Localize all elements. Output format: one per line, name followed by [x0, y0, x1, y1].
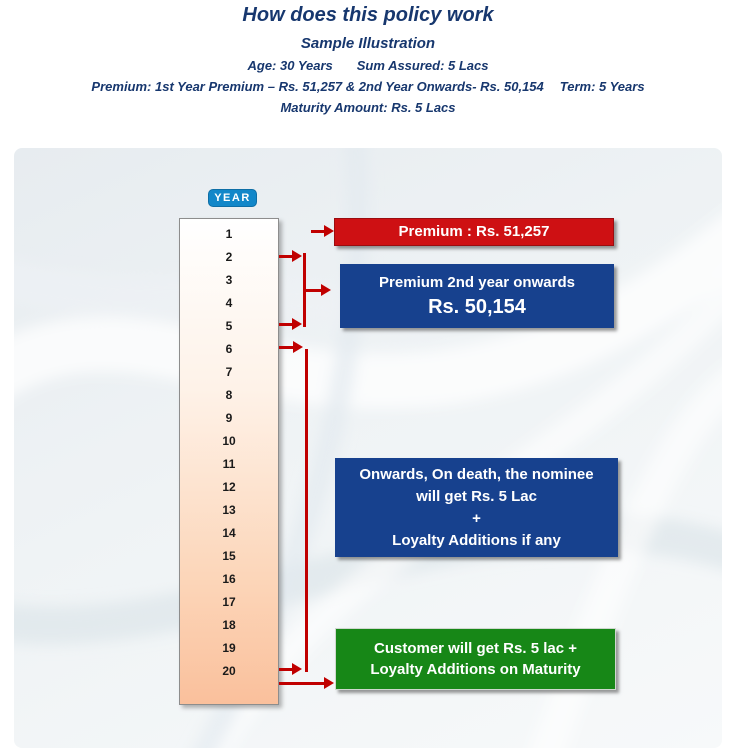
year-cell: 10	[222, 433, 236, 448]
arrow-year20-icon	[279, 663, 302, 675]
year-cell: 4	[225, 295, 233, 310]
subtitle: Sample Illustration	[300, 35, 436, 52]
year-badge: YEAR	[208, 189, 257, 207]
arrow-to-premium-onwards-icon	[306, 284, 331, 296]
year-cell: 11	[222, 456, 236, 471]
maturity-line1: Customer will get Rs. 5 lac +	[374, 640, 577, 657]
arrow-year5-icon	[279, 318, 302, 330]
year-cell: 6	[225, 341, 233, 356]
year-cell: 19	[222, 640, 236, 655]
bracket-line-years6-20	[305, 349, 308, 672]
info-line-1	[0, 58, 736, 74]
premium-first-year-box	[334, 218, 614, 246]
year-cell: 13	[222, 502, 236, 517]
year-cell: 20	[222, 663, 236, 678]
death-benefit-line2: will get Rs. 5 Lac	[416, 487, 537, 505]
premium-onwards-line2: Rs. 50,154	[428, 296, 526, 318]
age-text: Age: 30 Years	[247, 58, 333, 73]
year-cell: 2	[225, 249, 233, 264]
year-cell: 16	[222, 571, 236, 586]
term-text: Term: 5 Years	[559, 79, 645, 94]
arrow-to-maturity-icon	[279, 677, 334, 689]
premium-first-year-text: Premium : Rs. 51,257	[398, 223, 550, 240]
death-benefit-line3: +	[472, 509, 481, 527]
year-cell: 12	[222, 479, 236, 494]
year-cell: 14	[222, 525, 236, 540]
maturity-box	[335, 628, 616, 690]
death-benefit-line4: Loyalty Additions if any	[392, 531, 561, 549]
year-cell: 3	[225, 272, 233, 287]
year-cell: 1	[225, 226, 233, 241]
premium-onwards-box	[340, 264, 614, 328]
illustration-panel	[14, 148, 722, 748]
arrow-year2-icon	[279, 250, 302, 262]
sum-assured-text: Sum Assured: 5 Lacs	[356, 58, 489, 73]
death-benefit-box	[335, 458, 618, 557]
header	[0, 0, 736, 116]
maturity-line2: Loyalty Additions on Maturity	[370, 661, 581, 678]
arrow-year6-icon	[279, 341, 303, 353]
year-cell: 18	[222, 617, 236, 632]
year-cell: 7	[225, 364, 233, 379]
page-title: How does this policy work	[242, 4, 494, 26]
info-line-2	[0, 79, 736, 95]
premium-text: Premium: 1st Year Premium – Rs. 51,257 & 2nd Year Onwards- Rs. 50,154	[91, 79, 544, 94]
year-cell: 15	[222, 548, 236, 563]
arrow-year1-to-premium-icon	[311, 225, 334, 237]
maturity-amount-text: Maturity Amount: Rs. 5 Lacs	[280, 100, 456, 115]
year-cell: 5	[225, 318, 233, 333]
death-benefit-line1: Onwards, On death, the nominee	[359, 465, 594, 483]
year-cell: 9	[225, 410, 233, 425]
year-cell: 17	[222, 594, 236, 609]
year-column	[179, 218, 279, 705]
year-cell: 8	[225, 387, 233, 402]
premium-onwards-line1: Premium 2nd year onwards	[379, 274, 575, 291]
info-line-3	[0, 100, 736, 116]
